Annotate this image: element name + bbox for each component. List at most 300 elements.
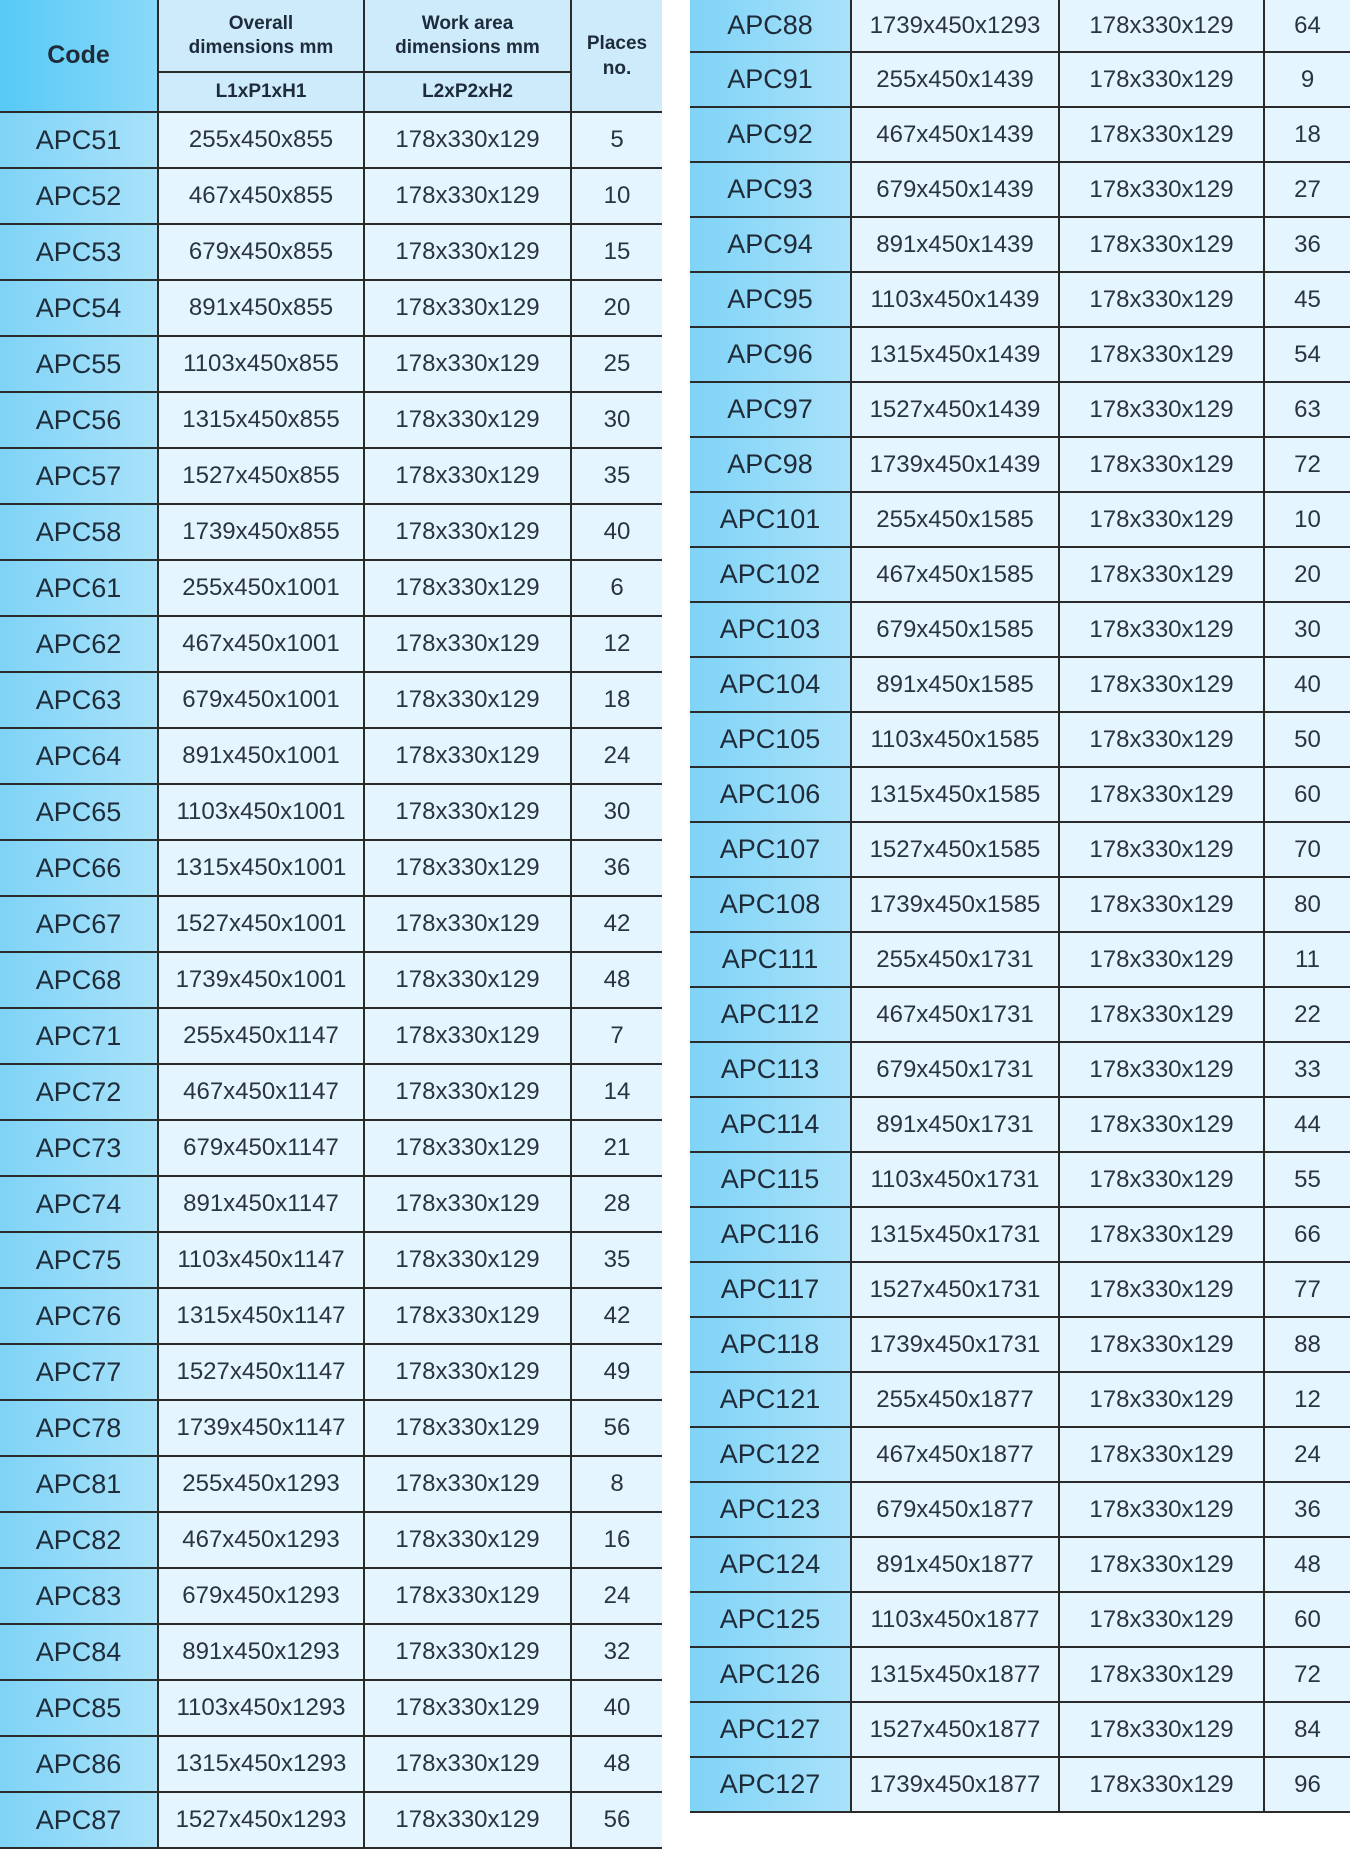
work-area-dimensions-cell: 178x330x129	[1059, 1702, 1264, 1757]
table-row	[0, 448, 662, 504]
code-cell: APC64	[0, 728, 158, 784]
table-row	[0, 728, 662, 784]
work-area-dimensions-cell: 178x330x129	[364, 672, 571, 728]
table-row	[690, 1207, 1350, 1262]
overall-dimensions-cell: 679x450x1293	[158, 1568, 364, 1624]
table-row	[0, 840, 662, 896]
table-row	[0, 952, 662, 1008]
table-row	[690, 877, 1350, 932]
table-row	[690, 1042, 1350, 1097]
overall-dimensions-cell: 1315x450x1439	[851, 327, 1059, 382]
places-cell: 80	[1264, 877, 1350, 932]
overall-dimensions-header: Overall dimensions mm	[158, 0, 364, 72]
places-cell: 48	[571, 952, 662, 1008]
overall-dimensions-cell: 1103x450x1439	[851, 272, 1059, 327]
overall-dimensions-cell: 1527x450x1293	[158, 1792, 364, 1848]
code-cell: APC82	[0, 1512, 158, 1568]
overall-dimensions-subheader: L1xP1xH1	[158, 72, 364, 112]
code-cell: APC108	[690, 877, 851, 932]
table-row	[0, 1232, 662, 1288]
code-cell: APC126	[690, 1647, 851, 1702]
places-cell: 36	[1264, 1482, 1350, 1537]
code-cell: APC53	[0, 224, 158, 280]
table-row	[690, 217, 1350, 272]
places-cell: 70	[1264, 822, 1350, 877]
code-cell: APC85	[0, 1680, 158, 1736]
table-row	[690, 272, 1350, 327]
code-cell: APC62	[0, 616, 158, 672]
overall-dimensions-cell: 255x450x1731	[851, 932, 1059, 987]
work-area-dimensions-cell: 178x330x129	[364, 392, 571, 448]
left-table-panel	[0, 0, 662, 1849]
overall-dimensions-cell: 467x450x1147	[158, 1064, 364, 1120]
work-area-dimensions-cell: 178x330x129	[364, 504, 571, 560]
table-row	[690, 932, 1350, 987]
overall-dimensions-cell: 1103x450x1731	[851, 1152, 1059, 1207]
overall-dimensions-cell: 1527x450x1147	[158, 1344, 364, 1400]
places-cell: 22	[1264, 987, 1350, 1042]
table-row	[690, 1317, 1350, 1372]
places-column-header: Places no.	[571, 0, 662, 112]
work-area-dimensions-cell: 178x330x129	[364, 1400, 571, 1456]
code-cell: APC127	[690, 1702, 851, 1757]
overall-dimensions-cell: 1103x450x855	[158, 336, 364, 392]
right-table-body	[690, 0, 1350, 1812]
code-cell: APC124	[690, 1537, 851, 1592]
code-cell: APC76	[0, 1288, 158, 1344]
overall-dimensions-cell: 1103x450x1293	[158, 1680, 364, 1736]
work-area-dimensions-cell: 178x330x129	[364, 616, 571, 672]
work-area-dimensions-cell: 178x330x129	[364, 112, 571, 168]
overall-dimensions-cell: 1739x450x1293	[851, 0, 1059, 52]
right-table-panel	[690, 0, 1350, 1813]
places-cell: 24	[571, 1568, 662, 1624]
places-cell: 5	[571, 112, 662, 168]
overall-dimensions-cell: 891x450x855	[158, 280, 364, 336]
table-row	[690, 712, 1350, 767]
places-cell: 35	[571, 448, 662, 504]
work-area-dimensions-cell: 178x330x129	[364, 1456, 571, 1512]
work-area-dimensions-cell: 178x330x129	[1059, 272, 1264, 327]
work-area-dimensions-cell: 178x330x129	[1059, 657, 1264, 712]
work-area-dimensions-cell: 178x330x129	[1059, 1042, 1264, 1097]
overall-dimensions-cell: 255x450x1001	[158, 560, 364, 616]
work-area-dimensions-cell: 178x330x129	[364, 1288, 571, 1344]
code-cell: APC127	[690, 1757, 851, 1812]
places-cell: 24	[571, 728, 662, 784]
code-cell: APC104	[690, 657, 851, 712]
overall-dimensions-cell: 467x450x1877	[851, 1427, 1059, 1482]
places-cell: 18	[1264, 107, 1350, 162]
places-cell: 50	[1264, 712, 1350, 767]
right-dimensions-table	[690, 0, 1350, 1813]
code-cell: APC123	[690, 1482, 851, 1537]
work-area-dimensions-cell: 178x330x129	[1059, 767, 1264, 822]
overall-dimensions-cell: 679x450x1877	[851, 1482, 1059, 1537]
overall-dimensions-cell: 1315x450x1001	[158, 840, 364, 896]
places-cell: 42	[571, 896, 662, 952]
code-cell: APC66	[0, 840, 158, 896]
work-area-dimensions-subheader: L2xP2xH2	[364, 72, 571, 112]
places-cell: 48	[1264, 1537, 1350, 1592]
overall-dimensions-cell: 1315x450x1585	[851, 767, 1059, 822]
overall-dimensions-cell: 1315x450x1877	[851, 1647, 1059, 1702]
places-cell: 20	[571, 280, 662, 336]
code-cell: APC63	[0, 672, 158, 728]
overall-dimensions-cell: 891x450x1585	[851, 657, 1059, 712]
work-area-dimensions-cell: 178x330x129	[1059, 547, 1264, 602]
places-cell: 96	[1264, 1757, 1350, 1812]
code-cell: APC52	[0, 168, 158, 224]
code-cell: APC86	[0, 1736, 158, 1792]
table-row	[0, 1736, 662, 1792]
work-area-dimensions-cell: 178x330x129	[1059, 877, 1264, 932]
code-cell: APC92	[690, 107, 851, 162]
places-cell: 9	[1264, 52, 1350, 107]
overall-dimensions-cell: 1103x450x1147	[158, 1232, 364, 1288]
work-area-dimensions-cell: 178x330x129	[364, 280, 571, 336]
table-row	[0, 280, 662, 336]
work-area-dimensions-cell: 178x330x129	[1059, 1207, 1264, 1262]
code-cell: APC93	[690, 162, 851, 217]
places-cell: 63	[1264, 382, 1350, 437]
work-area-dimensions-cell: 178x330x129	[364, 1792, 571, 1848]
overall-dimensions-cell: 1739x450x1439	[851, 437, 1059, 492]
overall-dimensions-cell: 1527x450x1001	[158, 896, 364, 952]
overall-dimensions-cell: 679x450x1147	[158, 1120, 364, 1176]
overall-dimensions-cell: 1527x450x855	[158, 448, 364, 504]
table-row	[0, 1568, 662, 1624]
places-cell: 84	[1264, 1702, 1350, 1757]
work-area-dimensions-cell: 178x330x129	[364, 560, 571, 616]
work-area-dimensions-cell: 178x330x129	[364, 448, 571, 504]
overall-dimensions-cell: 1103x450x1001	[158, 784, 364, 840]
table-row	[0, 1176, 662, 1232]
overall-dimensions-cell: 255x450x855	[158, 112, 364, 168]
code-cell: APC61	[0, 560, 158, 616]
work-area-dimensions-cell: 178x330x129	[364, 1008, 571, 1064]
places-cell: 60	[1264, 1592, 1350, 1647]
places-cell: 55	[1264, 1152, 1350, 1207]
work-area-dimensions-header: Work area dimensions mm	[364, 0, 571, 72]
code-cell: APC55	[0, 336, 158, 392]
places-cell: 40	[571, 504, 662, 560]
work-area-dimensions-cell: 178x330x129	[1059, 52, 1264, 107]
code-cell: APC116	[690, 1207, 851, 1262]
table-row	[690, 492, 1350, 547]
code-cell: APC101	[690, 492, 851, 547]
code-cell: APC106	[690, 767, 851, 822]
places-cell: 30	[571, 784, 662, 840]
places-cell: 27	[1264, 162, 1350, 217]
overall-dimensions-cell: 1315x450x1293	[158, 1736, 364, 1792]
code-cell: APC51	[0, 112, 158, 168]
places-cell: 88	[1264, 1317, 1350, 1372]
work-area-dimensions-cell: 178x330x129	[1059, 712, 1264, 767]
work-area-dimensions-cell: 178x330x129	[364, 1624, 571, 1680]
table-row	[0, 1344, 662, 1400]
work-area-dimensions-cell: 178x330x129	[1059, 327, 1264, 382]
code-cell: APC121	[690, 1372, 851, 1427]
places-cell: 44	[1264, 1097, 1350, 1152]
places-cell: 14	[571, 1064, 662, 1120]
table-row	[690, 987, 1350, 1042]
code-cell: APC77	[0, 1344, 158, 1400]
work-area-dimensions-cell: 178x330x129	[1059, 932, 1264, 987]
work-area-dimensions-cell: 178x330x129	[1059, 107, 1264, 162]
code-cell: APC94	[690, 217, 851, 272]
places-cell: 30	[1264, 602, 1350, 657]
overall-dimensions-cell: 1315x450x1731	[851, 1207, 1059, 1262]
places-cell: 30	[571, 392, 662, 448]
places-cell: 8	[571, 1456, 662, 1512]
code-cell: APC112	[690, 987, 851, 1042]
table-row	[690, 1372, 1350, 1427]
overall-dimensions-cell: 891x450x1001	[158, 728, 364, 784]
work-area-dimensions-cell: 178x330x129	[364, 1736, 571, 1792]
table-row	[0, 1064, 662, 1120]
work-area-dimensions-cell: 178x330x129	[364, 1344, 571, 1400]
code-cell: APC97	[690, 382, 851, 437]
code-cell: APC73	[0, 1120, 158, 1176]
work-area-dimensions-cell: 178x330x129	[1059, 1097, 1264, 1152]
overall-dimensions-cell: 255x450x1877	[851, 1372, 1059, 1427]
code-cell: APC87	[0, 1792, 158, 1848]
table-row	[0, 392, 662, 448]
overall-dimensions-cell: 1527x450x1439	[851, 382, 1059, 437]
overall-dimensions-cell: 255x450x1585	[851, 492, 1059, 547]
work-area-dimensions-cell: 178x330x129	[364, 1568, 571, 1624]
table-row	[0, 1680, 662, 1736]
code-cell: APC58	[0, 504, 158, 560]
overall-dimensions-cell: 467x450x1731	[851, 987, 1059, 1042]
work-area-dimensions-cell: 178x330x129	[364, 224, 571, 280]
code-cell: APC114	[690, 1097, 851, 1152]
table-row	[0, 784, 662, 840]
work-area-dimensions-cell: 178x330x129	[364, 1680, 571, 1736]
overall-dimensions-cell: 467x450x1293	[158, 1512, 364, 1568]
work-area-dimensions-cell: 178x330x129	[364, 1064, 571, 1120]
places-cell: 56	[571, 1792, 662, 1848]
code-cell: APC78	[0, 1400, 158, 1456]
places-cell: 36	[1264, 217, 1350, 272]
overall-dimensions-cell: 1739x450x1147	[158, 1400, 364, 1456]
left-table-body	[0, 112, 662, 1848]
places-cell: 20	[1264, 547, 1350, 602]
code-cell: APC91	[690, 52, 851, 107]
places-cell: 15	[571, 224, 662, 280]
table-row	[690, 602, 1350, 657]
places-cell: 10	[1264, 492, 1350, 547]
table-row	[690, 382, 1350, 437]
table-row	[690, 1537, 1350, 1592]
work-area-dimensions-cell: 178x330x129	[1059, 1647, 1264, 1702]
table-row	[690, 1482, 1350, 1537]
table-row	[0, 1120, 662, 1176]
overall-dimensions-cell: 255x450x1147	[158, 1008, 364, 1064]
work-area-dimensions-cell: 178x330x129	[364, 952, 571, 1008]
places-cell: 48	[571, 1736, 662, 1792]
table-row	[0, 1008, 662, 1064]
overall-dimensions-cell: 467x450x1585	[851, 547, 1059, 602]
places-cell: 72	[1264, 1647, 1350, 1702]
overall-dimensions-cell: 891x450x1731	[851, 1097, 1059, 1152]
work-area-dimensions-cell: 178x330x129	[364, 168, 571, 224]
overall-dimensions-cell: 679x450x1001	[158, 672, 364, 728]
left-dimensions-table	[0, 0, 662, 1849]
work-area-dimensions-cell: 178x330x129	[1059, 1427, 1264, 1482]
overall-dimensions-cell: 891x450x1147	[158, 1176, 364, 1232]
code-cell: APC115	[690, 1152, 851, 1207]
table-row	[690, 162, 1350, 217]
places-cell: 56	[571, 1400, 662, 1456]
overall-dimensions-cell: 679x450x1731	[851, 1042, 1059, 1097]
work-area-dimensions-cell: 178x330x129	[364, 1176, 571, 1232]
overall-dimensions-cell: 679x450x1585	[851, 602, 1059, 657]
work-area-dimensions-cell: 178x330x129	[1059, 1262, 1264, 1317]
work-area-dimensions-cell: 178x330x129	[1059, 0, 1264, 52]
code-cell: APC107	[690, 822, 851, 877]
code-cell: APC81	[0, 1456, 158, 1512]
overall-dimensions-cell: 1315x450x1147	[158, 1288, 364, 1344]
work-area-dimensions-cell: 178x330x129	[364, 1232, 571, 1288]
places-cell: 66	[1264, 1207, 1350, 1262]
work-area-dimensions-cell: 178x330x129	[364, 840, 571, 896]
places-cell: 32	[571, 1624, 662, 1680]
work-area-dimensions-cell: 178x330x129	[1059, 1152, 1264, 1207]
work-area-dimensions-cell: 178x330x129	[364, 1512, 571, 1568]
work-area-dimensions-cell: 178x330x129	[1059, 1537, 1264, 1592]
code-cell: APC95	[690, 272, 851, 327]
overall-dimensions-cell: 1739x450x1731	[851, 1317, 1059, 1372]
work-area-dimensions-cell: 178x330x129	[1059, 1592, 1264, 1647]
table-row	[690, 107, 1350, 162]
overall-dimensions-cell: 1739x450x1877	[851, 1757, 1059, 1812]
table-row	[0, 224, 662, 280]
places-cell: 11	[1264, 932, 1350, 987]
code-cell: APC56	[0, 392, 158, 448]
work-area-dimensions-cell: 178x330x129	[364, 336, 571, 392]
work-area-dimensions-cell: 178x330x129	[364, 784, 571, 840]
overall-dimensions-cell: 1527x450x1731	[851, 1262, 1059, 1317]
places-cell: 64	[1264, 0, 1350, 52]
table-row	[690, 52, 1350, 107]
work-area-dimensions-cell: 178x330x129	[364, 896, 571, 952]
places-cell: 60	[1264, 767, 1350, 822]
places-cell: 45	[1264, 272, 1350, 327]
overall-dimensions-cell: 679x450x1439	[851, 162, 1059, 217]
places-cell: 10	[571, 168, 662, 224]
overall-dimensions-cell: 255x450x1293	[158, 1456, 364, 1512]
overall-dimensions-cell: 1527x450x1585	[851, 822, 1059, 877]
work-area-dimensions-cell: 178x330x129	[1059, 1317, 1264, 1372]
code-cell: APC125	[690, 1592, 851, 1647]
table-row	[690, 1262, 1350, 1317]
work-area-dimensions-cell: 178x330x129	[1059, 492, 1264, 547]
code-cell: APC84	[0, 1624, 158, 1680]
work-area-dimensions-cell: 178x330x129	[1059, 1757, 1264, 1812]
table-row	[690, 1427, 1350, 1482]
table-row	[0, 1624, 662, 1680]
table-row	[0, 1288, 662, 1344]
table-row	[0, 112, 662, 168]
overall-dimensions-cell: 891x450x1293	[158, 1624, 364, 1680]
table-row	[690, 437, 1350, 492]
code-column-header: Code	[0, 0, 158, 112]
places-cell: 36	[571, 840, 662, 896]
table-row	[0, 1400, 662, 1456]
work-area-dimensions-cell: 178x330x129	[1059, 162, 1264, 217]
places-cell: 33	[1264, 1042, 1350, 1097]
places-cell: 18	[571, 672, 662, 728]
table-row	[690, 1097, 1350, 1152]
places-cell: 35	[571, 1232, 662, 1288]
overall-dimensions-cell: 1103x450x1585	[851, 712, 1059, 767]
table-row	[690, 657, 1350, 712]
overall-dimensions-cell: 467x450x1001	[158, 616, 364, 672]
table-row	[690, 822, 1350, 877]
table-row	[690, 1152, 1350, 1207]
table-row	[690, 767, 1350, 822]
work-area-dimensions-cell: 178x330x129	[1059, 822, 1264, 877]
code-cell: APC113	[690, 1042, 851, 1097]
places-cell: 7	[571, 1008, 662, 1064]
places-cell: 21	[571, 1120, 662, 1176]
work-area-dimensions-cell: 178x330x129	[1059, 1372, 1264, 1427]
code-cell: APC105	[690, 712, 851, 767]
places-cell: 12	[571, 616, 662, 672]
table-row	[690, 327, 1350, 382]
table-row	[690, 1757, 1350, 1812]
work-area-dimensions-cell: 178x330x129	[1059, 437, 1264, 492]
overall-dimensions-cell: 891x450x1439	[851, 217, 1059, 272]
work-area-dimensions-cell: 178x330x129	[1059, 987, 1264, 1042]
places-cell: 54	[1264, 327, 1350, 382]
code-cell: APC75	[0, 1232, 158, 1288]
code-cell: APC88	[690, 0, 851, 52]
code-cell: APC102	[690, 547, 851, 602]
code-cell: APC67	[0, 896, 158, 952]
places-cell: 25	[571, 336, 662, 392]
code-cell: APC98	[690, 437, 851, 492]
code-cell: APC71	[0, 1008, 158, 1064]
code-cell: APC118	[690, 1317, 851, 1372]
places-cell: 40	[1264, 657, 1350, 712]
code-cell: APC83	[0, 1568, 158, 1624]
places-cell: 24	[1264, 1427, 1350, 1482]
table-row	[690, 547, 1350, 602]
table-row	[0, 504, 662, 560]
places-cell: 12	[1264, 1372, 1350, 1427]
work-area-dimensions-cell: 178x330x129	[1059, 382, 1264, 437]
overall-dimensions-cell: 1739x450x855	[158, 504, 364, 560]
table-row	[0, 1456, 662, 1512]
overall-dimensions-cell: 1103x450x1877	[851, 1592, 1059, 1647]
overall-dimensions-cell: 1315x450x855	[158, 392, 364, 448]
overall-dimensions-cell: 255x450x1439	[851, 52, 1059, 107]
overall-dimensions-cell: 1739x450x1585	[851, 877, 1059, 932]
places-cell: 16	[571, 1512, 662, 1568]
overall-dimensions-cell: 467x450x855	[158, 168, 364, 224]
work-area-dimensions-cell: 178x330x129	[364, 1120, 571, 1176]
work-area-dimensions-cell: 178x330x129	[1059, 602, 1264, 657]
table-row	[0, 560, 662, 616]
code-cell: APC68	[0, 952, 158, 1008]
places-cell: 40	[571, 1680, 662, 1736]
work-area-dimensions-cell: 178x330x129	[364, 728, 571, 784]
code-cell: APC72	[0, 1064, 158, 1120]
code-cell: APC103	[690, 602, 851, 657]
